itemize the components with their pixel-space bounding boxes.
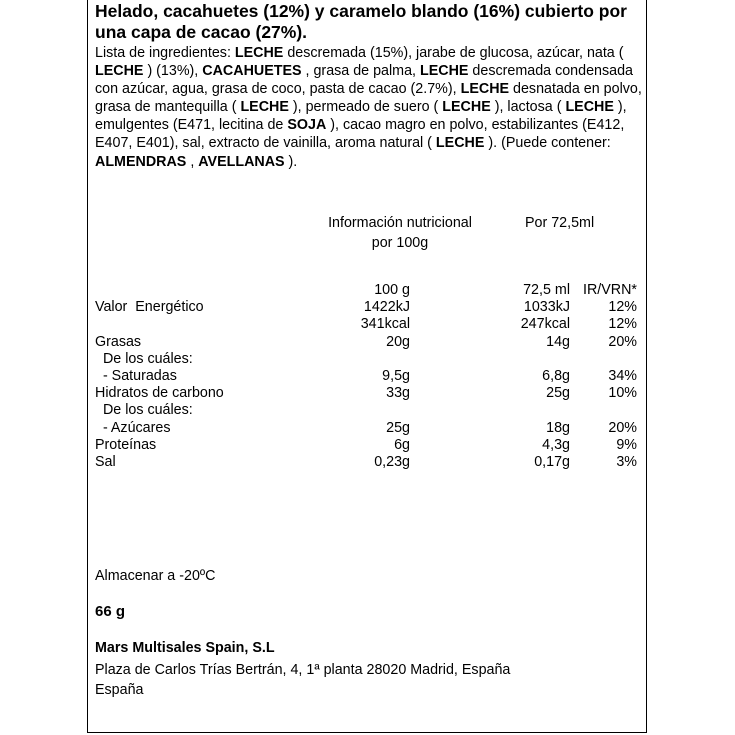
allergen-text: LECHE — [435, 135, 485, 152]
nutrient-value-per100: 1422kJ — [363, 299, 410, 315]
nutrient-label: De los cuáles: — [95, 402, 193, 418]
company-country: España — [95, 682, 144, 698]
nutrient-label: Proteínas — [95, 437, 157, 453]
nutrient-value-per100: 9,5g — [382, 368, 410, 384]
product-title: Helado, cacahuetes (12%) y caramelo blando (16%) cubierto por una capa de cacao (27%). — [95, 1, 627, 42]
net-weight: 66 g — [95, 603, 126, 620]
nutrient-value-per100: 25g — [386, 420, 410, 436]
allergen-text: LECHE — [460, 81, 510, 98]
nutrient-value-portion: 0,17g — [534, 454, 570, 470]
allergen-text: AVELLANAS — [198, 153, 285, 170]
company-address: Plaza de Carlos Trías Bertrán, 4, 1ª planta 28020 Madrid, España — [95, 662, 511, 678]
nutrient-label: Valor Energético — [95, 299, 204, 315]
nutrient-value-per100: 20g — [386, 334, 410, 350]
nutrient-value-per100: 33g — [386, 385, 410, 401]
nutrient-value-per100: 341kcal — [360, 316, 410, 332]
ingredient-text: descremada condensada con azúcar, agua, grasa de coco, pasta de cacao (2.7%), — [95, 63, 633, 98]
ingredient-text: , — [186, 153, 199, 170]
ingredient-text: ), permeado de suero ( — [288, 99, 443, 116]
nutrient-value-portion: 14g — [546, 334, 570, 350]
ingredient-text: ). — [284, 153, 298, 170]
nutrient-value-per100: 0,23g — [374, 454, 410, 470]
nutrient-value-ir: 34% — [608, 368, 637, 384]
ingredient-text: Lista de ingredientes: — [95, 45, 235, 61]
ingredient-text: descremada (15%), jarabe de glucosa, azúcar, nata ( — [283, 45, 624, 61]
ingredient-text: , grasa de palma, — [301, 63, 420, 80]
nutrient-value-portion: 1033kJ — [523, 299, 570, 315]
nutrient-value-portion: 6,8g — [542, 368, 570, 384]
company-name: Mars Multisales Spain, S.L — [95, 640, 275, 656]
nutrient-label: - Azúcares — [95, 420, 171, 436]
nutrient-value-ir: 12% — [608, 316, 637, 332]
allergen-text: LECHE — [95, 63, 144, 80]
ingredient-text: ). (Puede contener: — [484, 135, 611, 152]
nutrient-value-per100: 6g — [394, 437, 410, 453]
nutrient-value-portion: 4,3g — [542, 437, 570, 453]
column-header-ir: IR/VRN* — [582, 282, 637, 298]
storage-instructions: Almacenar a -20ºC — [95, 568, 216, 584]
allergen-text: LECHE — [442, 99, 491, 116]
allergen-text: LECHE — [240, 99, 289, 116]
ingredient-text: desnatada en polvo, grasa de mantequilla ( — [95, 81, 642, 116]
allergen-text: LECHE — [234, 45, 284, 61]
ingredient-text: ), cacao magro en polvo, estabilizantes (E412, E407, E401), sal, extracto de vainilla, aroma natural ( — [95, 117, 625, 152]
nutrition-header-portion: Por 72,5ml — [525, 215, 595, 231]
nutrient-value-ir: 3% — [616, 454, 637, 470]
ingredient-text: ) (13%), — [143, 63, 203, 80]
nutrient-value-ir: 20% — [608, 334, 637, 350]
nutrition-header-per100: Información nutricional — [328, 215, 472, 231]
allergen-text: SOJA — [287, 117, 327, 134]
nutrient-value-portion: 25g — [546, 385, 570, 401]
allergen-text: ALMENDRAS — [95, 153, 187, 170]
nutrient-label: De los cuáles: — [95, 351, 193, 367]
nutrient-value-ir: 20% — [608, 420, 637, 436]
nutrient-value-portion: 18g — [546, 420, 570, 436]
allergen-text: CACAHUETES — [202, 63, 302, 80]
nutrient-value-ir: 10% — [608, 385, 637, 401]
allergen-text: LECHE — [419, 63, 469, 80]
nutrition-header-per100-unit: por 100g — [371, 235, 429, 251]
ingredient-text: ), lactosa ( — [490, 99, 566, 116]
nutrient-label: Grasas — [95, 334, 142, 350]
column-header-portion: 72,5 ml — [523, 282, 570, 298]
column-header-per100: 100 g — [374, 282, 410, 298]
ingredients-list — [95, 44, 643, 171]
ingredient-text: ), emulgentes (E471, lecitina de — [95, 99, 627, 134]
nutrient-label: Sal — [95, 454, 116, 470]
nutrient-label: - Saturadas — [95, 368, 177, 384]
nutrient-label: Hidratos de carbono — [95, 385, 224, 401]
nutrient-value-ir: 12% — [608, 299, 637, 315]
nutrient-value-ir: 9% — [616, 437, 637, 453]
nutrient-value-portion: 247kcal — [520, 316, 570, 332]
allergen-text: LECHE — [565, 99, 614, 116]
